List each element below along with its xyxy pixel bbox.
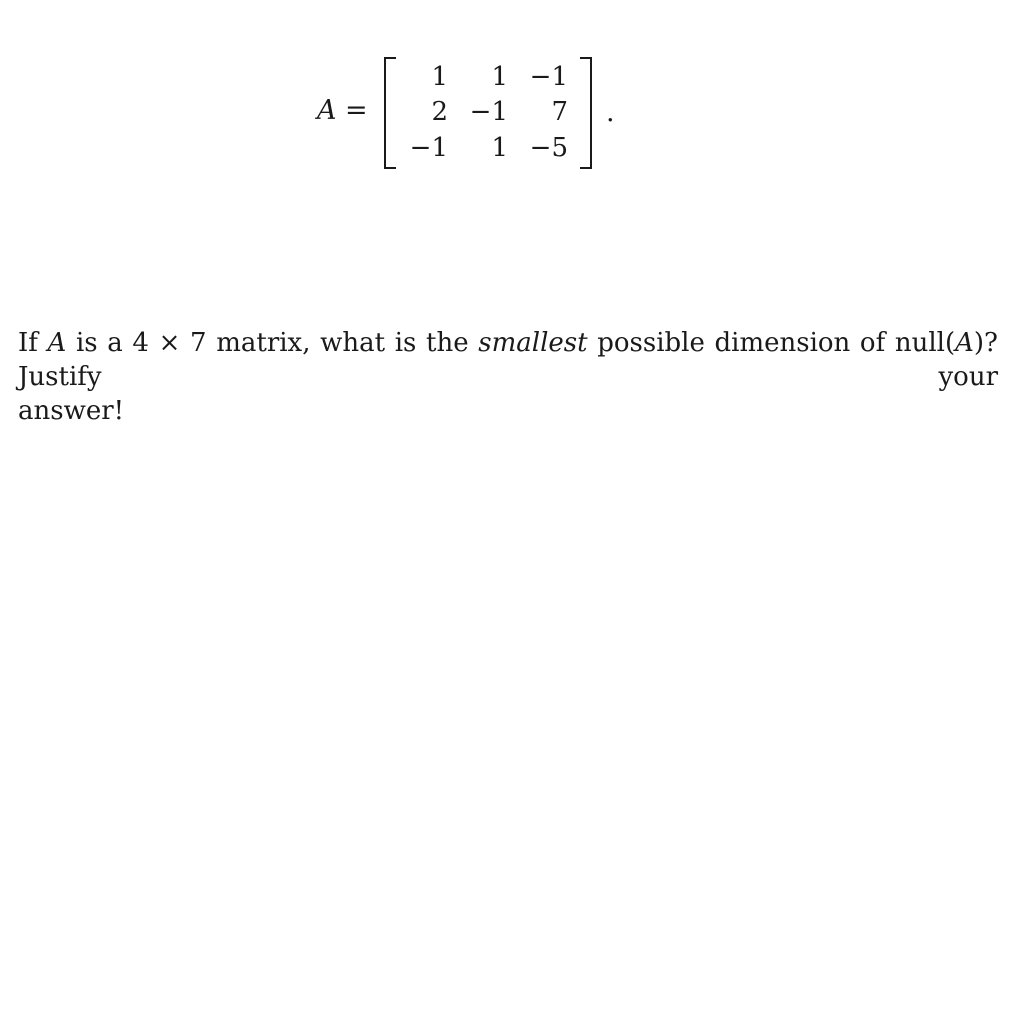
- right-bracket: [580, 57, 592, 169]
- matrix-cell: −1: [469, 97, 508, 127]
- equation-period: .: [606, 97, 615, 128]
- matrix-variable: A: [317, 95, 337, 126]
- question-line-1: [18, 326, 998, 394]
- matrix-body: [396, 58, 580, 168]
- matrix-cell: −5: [529, 133, 568, 163]
- left-bracket: [384, 57, 396, 169]
- matrix-cell: 1: [491, 62, 508, 92]
- question-segment: possible dimension of null(: [587, 328, 956, 358]
- question-segment: is a 4 × 7 matrix, what is the: [66, 328, 479, 358]
- question-segment: If: [18, 328, 48, 358]
- matrix-cell: 7: [551, 97, 568, 127]
- matrix-cell: 1: [491, 133, 508, 163]
- question-variable: A: [47, 328, 67, 358]
- matrix-cell: −1: [529, 62, 568, 92]
- matrix-cell: 2: [431, 97, 448, 127]
- matrix-cell: −1: [409, 133, 448, 163]
- matrix-cell: 1: [431, 62, 448, 92]
- question-line-2: answer!: [18, 396, 125, 426]
- question-variable: A: [955, 328, 974, 358]
- equals-sign: =: [345, 95, 368, 126]
- question-emphasis: smallest: [478, 328, 588, 358]
- question-segment: )? Justify your: [18, 328, 998, 392]
- question-text: [18, 326, 1008, 428]
- matrix-equation: [0, 0, 1022, 200]
